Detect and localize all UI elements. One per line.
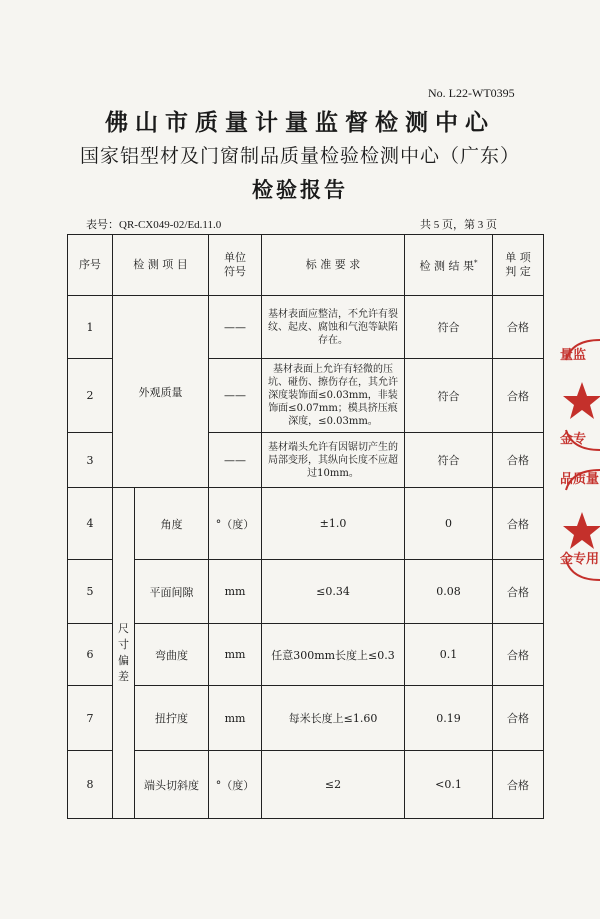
- form-number: 表号：QR-CX049-02/Ed.11.0: [86, 219, 222, 231]
- row-seq: 6: [68, 624, 113, 686]
- row-seq: 2: [68, 359, 113, 433]
- row-unit: ——: [209, 296, 262, 359]
- group-dimension-char: 差: [118, 670, 129, 683]
- table-row: [68, 488, 544, 560]
- seal-fragment: 品质量: [560, 472, 600, 487]
- row-standard: 基材端头允许有因锯切产生的局部变形，其纵向长度不应超过10mm。: [262, 433, 405, 488]
- row-unit: mm: [209, 560, 262, 624]
- row-unit: °（度）: [209, 751, 262, 819]
- header-unit: 单位 符号: [209, 235, 262, 296]
- row-result: 0.19: [405, 686, 493, 751]
- row-verdict: 合格: [493, 560, 544, 624]
- row-result: 符合: [405, 433, 493, 488]
- row-unit: ——: [209, 359, 262, 433]
- row-standard: ≤2: [262, 751, 405, 819]
- seal-fragment: 金专用: [560, 552, 600, 567]
- table-row: [68, 296, 544, 359]
- row-seq: 1: [68, 296, 113, 359]
- group-appearance: 外观质量: [113, 296, 209, 488]
- row-result: 符合: [405, 359, 493, 433]
- seal-star-icon: [563, 382, 600, 419]
- header-result: 检 测 结 果*: [405, 235, 493, 296]
- row-seq: 4: [68, 488, 113, 560]
- row-result: 0: [405, 488, 493, 560]
- table-row: [68, 624, 544, 686]
- org-title: 佛山市质量计量监督检测中心: [105, 109, 495, 136]
- report-title: 检验报告: [252, 177, 348, 202]
- row-standard: 每米长度上≤1.60: [262, 686, 405, 751]
- header-standard: 标 准 要 求: [262, 235, 405, 296]
- row-seq: 3: [68, 433, 113, 488]
- row-unit: mm: [209, 624, 262, 686]
- row-seq: 5: [68, 560, 113, 624]
- row-unit: mm: [209, 686, 262, 751]
- row-unit: ——: [209, 433, 262, 488]
- row-item: 扭拧度: [135, 686, 209, 751]
- row-result: 符合: [405, 296, 493, 359]
- row-seq: 7: [68, 686, 113, 751]
- row-verdict: 合格: [493, 751, 544, 819]
- row-standard: 基材表面应整洁，不允许有裂纹、起皮、腐蚀和气泡等缺陷存在。: [262, 296, 405, 359]
- group-dimension-char: 寸: [118, 638, 129, 651]
- row-item: 弯曲度: [135, 624, 209, 686]
- row-standard: ±1.0: [262, 488, 405, 560]
- row-verdict: 合格: [493, 624, 544, 686]
- header-item: 检 测 项 目: [113, 235, 209, 296]
- seal-fragment: 金专: [560, 432, 587, 447]
- row-result: 0.08: [405, 560, 493, 624]
- row-item: 端头切斜度: [135, 751, 209, 819]
- row-result: 0.1: [405, 624, 493, 686]
- row-verdict: 合格: [493, 296, 544, 359]
- table-row: [68, 686, 544, 751]
- row-standard: 任意300mm长度上≤0.3: [262, 624, 405, 686]
- row-item: 角度: [135, 488, 209, 560]
- row-unit: °（度）: [209, 488, 262, 560]
- row-verdict: 合格: [493, 488, 544, 560]
- center-title: 国家铝型材及门窗制品质量检验检测中心（广东）: [79, 145, 520, 167]
- group-dimension: [113, 488, 135, 819]
- table-row: [68, 560, 544, 624]
- row-standard: ≤0.34: [262, 560, 405, 624]
- row-standard: 基材表面上允许有轻微的压坑、碰伤、擦伤存在，其允许深度装饰面≤0.03mm，非装饰面≤0.07mm；模具挤压痕深度，≤0.03mm。: [262, 359, 405, 433]
- header-result-mark: *: [474, 259, 478, 268]
- inspection-table: [67, 234, 544, 819]
- report-number: No. L22-WT0395: [428, 86, 515, 100]
- group-dimension-char: 偏: [118, 654, 129, 667]
- seal-star-icon: [563, 512, 600, 549]
- row-verdict: 合格: [493, 359, 544, 433]
- header-seq: 序号: [68, 235, 113, 296]
- group-dimension-char: 尺: [118, 622, 129, 635]
- row-seq: 8: [68, 751, 113, 819]
- header-verdict: 单 项 判 定: [493, 235, 544, 296]
- table-row: [68, 751, 544, 819]
- row-verdict: 合格: [493, 433, 544, 488]
- page-info: 共 5 页，第 3 页: [420, 219, 497, 231]
- table-header-row: [68, 235, 544, 296]
- seal-fragment: 量监: [560, 348, 587, 363]
- row-item: 平面间隙: [135, 560, 209, 624]
- row-verdict: 合格: [493, 686, 544, 751]
- row-result: <0.1: [405, 751, 493, 819]
